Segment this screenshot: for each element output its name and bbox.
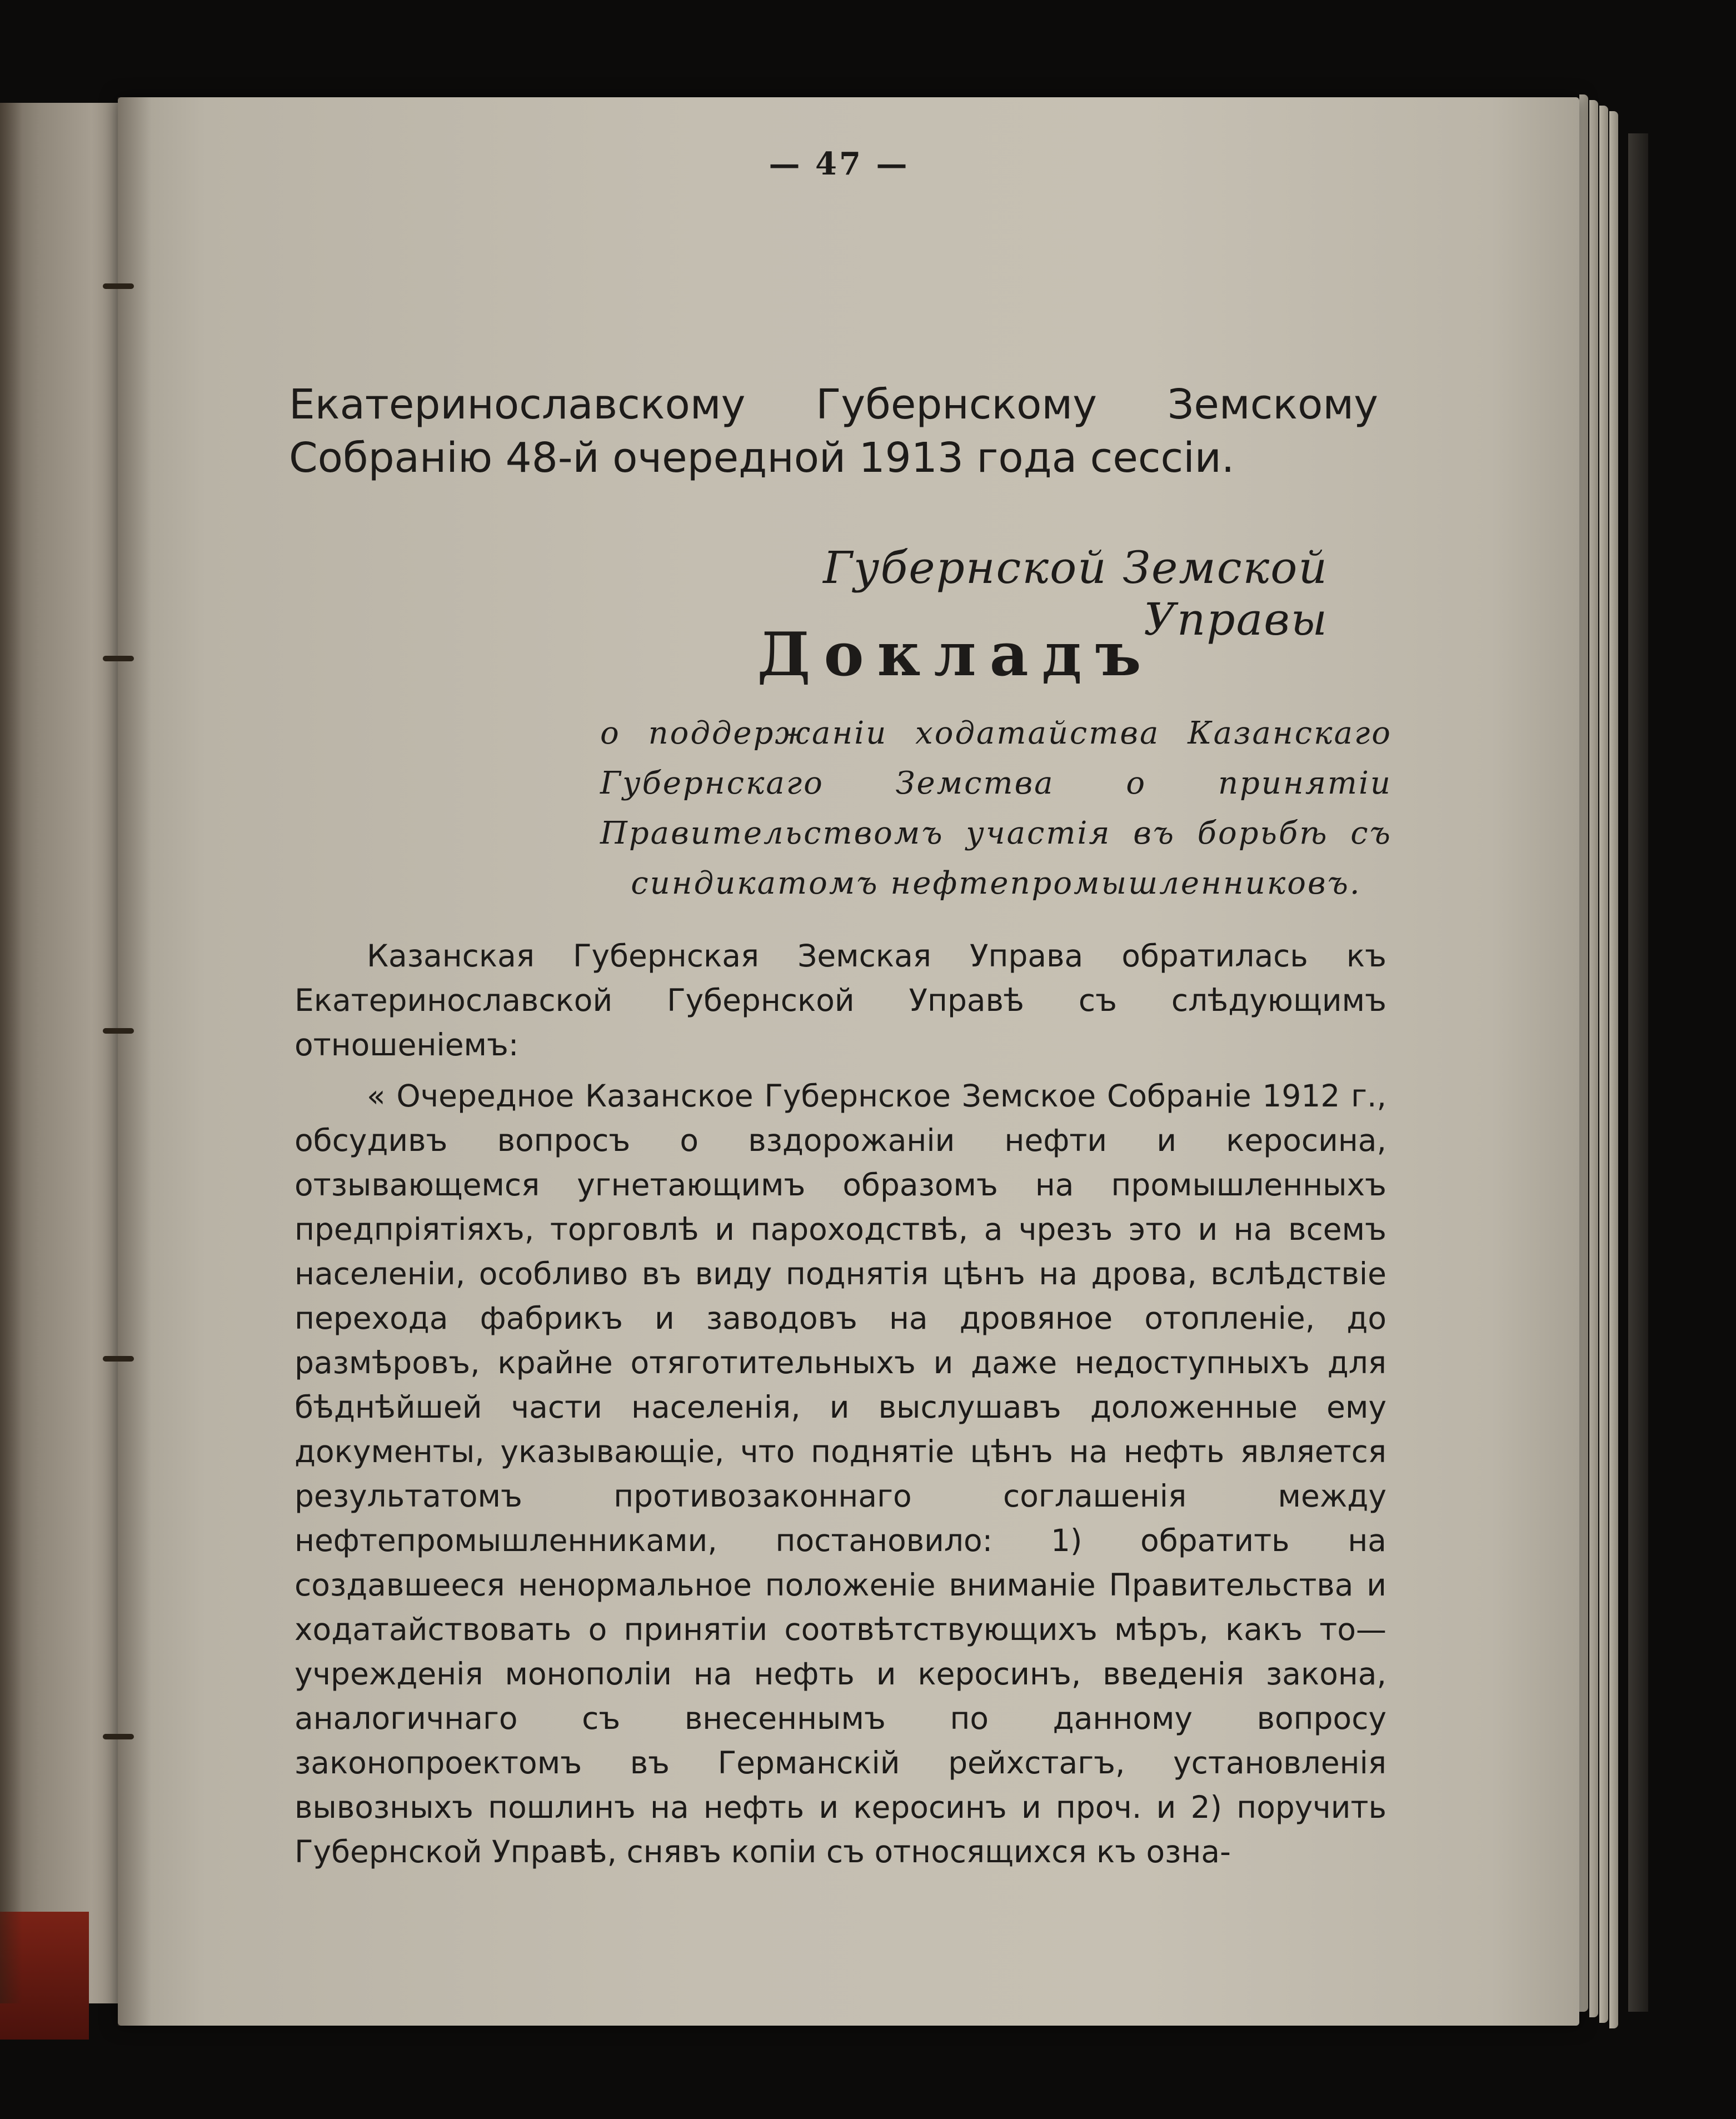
document-title: Докладъ: [757, 620, 1155, 690]
issuer-line: Губернской Земской Управы: [823, 542, 1328, 645]
paragraph: « Очередное Казанское Губернское Земское Собраніе 1912 г., обсудивъ вопросъ о вздорожаніи нефти и керосина, отзывающемся угнетающимъ образомъ на промышленныхъ предпріятіяхъ, торговлѣ и пароходствѣ, а чрезъ это и на всемъ населеніи, особливо въ виду поднятія цѣнъ на дрова, вслѣдствіе перехода фабрикъ и заводовъ на дровяное отопленіе, до размѣровъ, крайне отяготительныхъ и даже недоступныхъ для бѣднѣйшей части населенія, и выслушавъ доложенные ему документы, указывающіе, что поднятіе цѣнъ на нефть является результатомъ противозаконнаго соглашенія между нефтепромышленниками, постановило: 1) обратить на создавшееся ненормальное положеніе вниманіе Правительства и ходатайствовать о принятіи соотвѣтствующихъ мѣръ, какъ то—учрежденія монополіи на нефть и керосинъ, введенія закона, аналогичнаго съ внесеннымъ по данному вопросу законопроектомъ въ Германскій рейхстагъ, установленія вывозныхъ пошлинъ на нефть и керосинъ и проч. и 2) поручить Губернской Управѣ, снявъ копіи съ относящихся къ озна-: [295, 1078, 1386, 1869]
body-text: [295, 934, 1386, 1874]
paragraph: Казанская Губернская Земская Управа обратилась къ Екатеринославской Губернской Управѣ съ слѣдующимъ отношеніемъ:: [295, 938, 1386, 1063]
addressee-heading: Екатеринославскому Губернскому Земскому Собранію 48-й очередной 1913 года сессіи.: [289, 381, 1378, 482]
page-number: — 47 —: [769, 146, 910, 182]
report-subject: о поддержаніи ходатайства Казанскаго Губернскаго Земства о принятіи Правительствомъ участія въ борьбѣ съ синдикатомъ нефтепромышленниковъ.: [600, 715, 1392, 901]
